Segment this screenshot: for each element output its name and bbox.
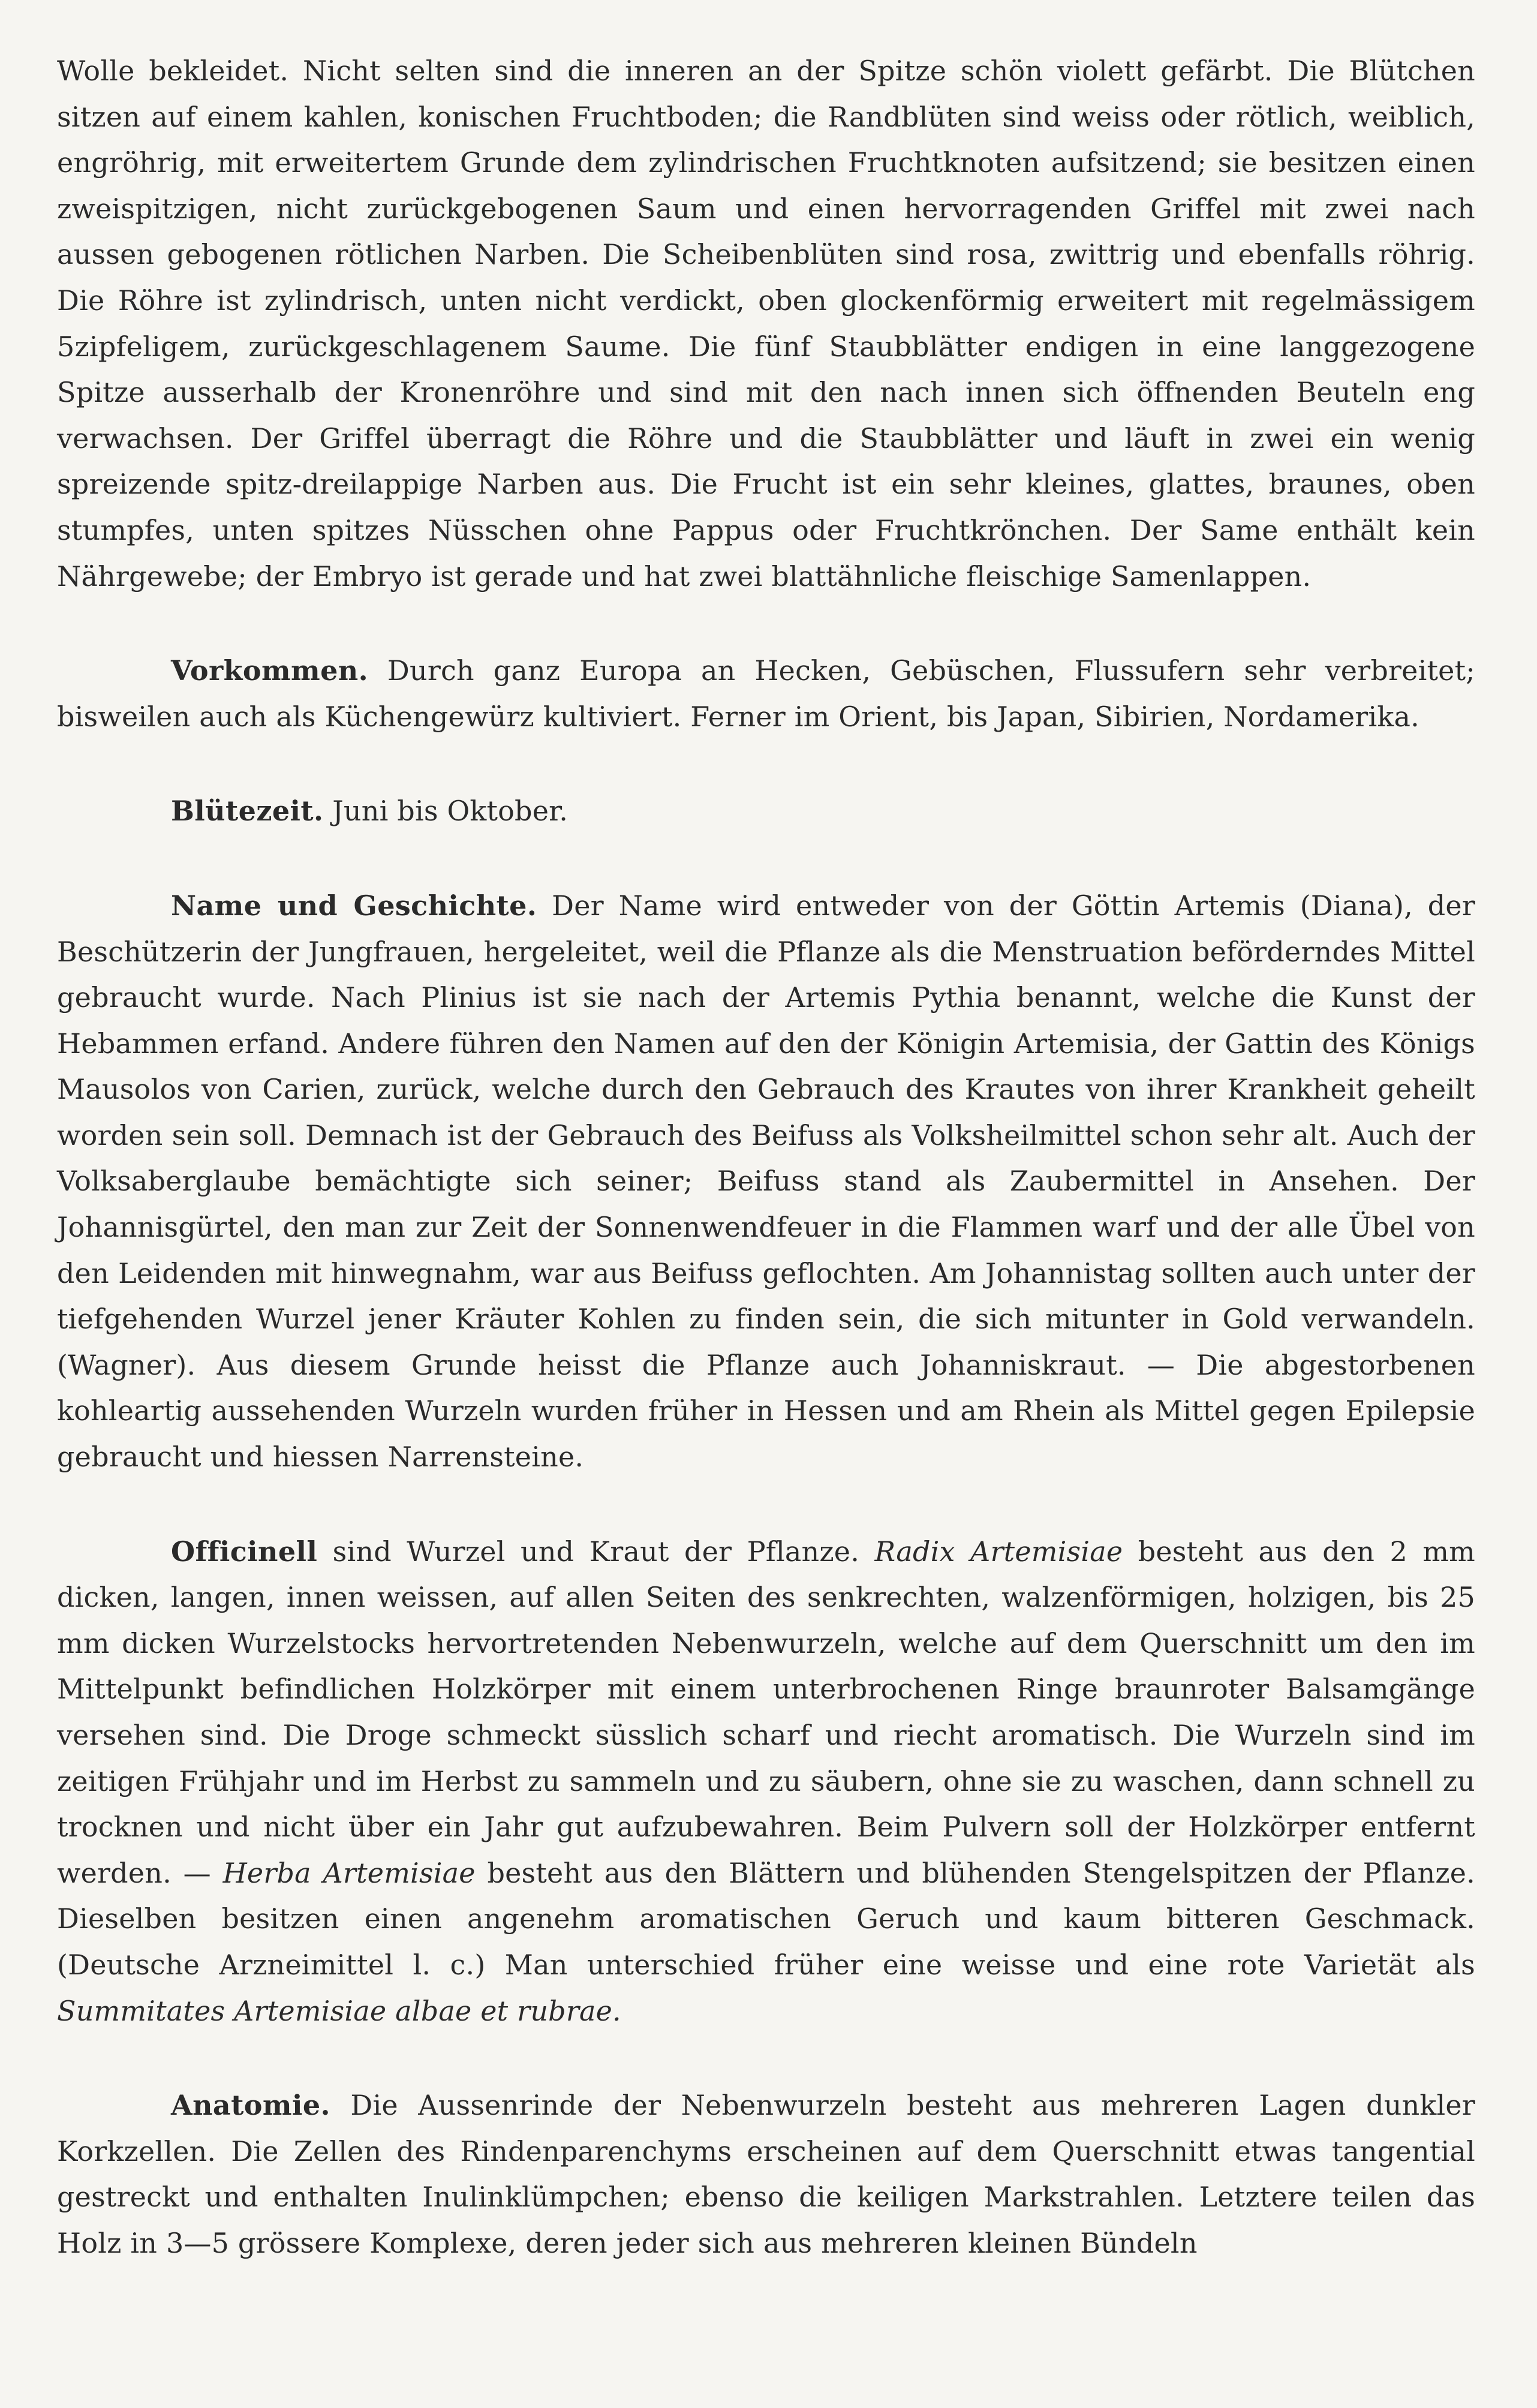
section-text-officinell-3: besteht aus den Blättern und blühenden Stengelspitzen der Pflanze. Dieselben besitzen einen angenehm aromatischen Geruch und kaum bitteren Geschmack. (Deutsche Arzneimittel l. c.) Man unterschied früher eine weisse und eine rote Varietät als [57, 1856, 1476, 1981]
section-heading-officinell: Officinell [171, 1535, 318, 1568]
section-text-anatomie: Die Aussenrinde der Nebenwurzeln besteht aus mehreren Lagen dunkler Korkzellen. Die Zellen des Rindenparenchyms erscheinen auf dem Querschnitt etwas tangential gestreckt und enthalten Inulinklümpchen; ebenso die keiligen Markstrahlen. Letztere teilen das Holz in 3—5 grössere Komplexe, deren jeder sich aus mehreren kleinen Bündeln [57, 2089, 1475, 2259]
section-text-officinell-2: besteht aus den 2 mm dicken, langen, innen weissen, auf allen Seiten des senkrechten, walzenförmigen, holzigen, bis 25 mm dicken Wurzelstocks hervortretenden Nebenwurzeln, welche auf dem Querschnitt um den im Mittelpunkt befindlichen Holzkörper mit einem unterbrochenen Ringe braunroter Balsamgänge versehen sind. Die Droge schmeckt süsslich scharf und riecht aromatisch. Die Wurzeln sind im zeitigen Frühjahr und im Herbst zu sammeln und zu säubern, ohne sie zu waschen, dann schnell zu trocknen und nicht über ein Jahr gut aufzubewahren. Beim Pulvern soll der Holzkörper entfernt werden. — [57, 1535, 1475, 1889]
section-anatomie [57, 2082, 1475, 2266]
paragraph-description [57, 48, 1475, 599]
section-text-name-geschichte: Der Name wird entweder von der Göttin Artemis (Diana), der Beschützerin der Jungfrauen, hergeleitet, weil die Pflanze als die Menstruation beförderndes Mittel gebraucht wurde. Nach Plinius ist sie nach der Artemis Pythia benannt, welche die Kunst der Hebammen erfand. Andere führen den Namen auf den der Königin Artemisia, der Gattin des Königs Mausolos von Carien, zurück, welche durch den Gebrauch des Krautes von ihrer Krankheit geheilt worden sein soll. Demnach ist der Gebrauch des Beifuss als Volksheilmittel schon sehr alt. Auch der Volksaberglaube bemächtigte sich seiner; Beifuss stand als Zaubermittel in Ansehen. Der Johannisgürtel, den man zur Zeit der Sonnenwendfeuer in die Flammen warf und der alle Übel von den Leidenden mit hinwegnahm, war aus Beifuss geflochten. Am Johannistag sollten auch unter der tiefgehenden Wurzel jener Kräuter Kohlen zu finden sein, die sich mitunter in Gold verwandeln. (Wagner). Aus diesem Grunde heisst die Pflanze auch Johanniskraut. — Die abgestorbenen kohleartig aussehenden Wurzeln wurden früher in Hessen und am Rhein als Mittel gegen Epilepsie gebraucht und hiessen Narrensteine. [57, 889, 1476, 1474]
document-page [57, 48, 1475, 2266]
section-name-geschichte [57, 883, 1475, 1480]
latin-term-herba: Herba Artemisiae [222, 1856, 476, 1889]
section-officinell [57, 1529, 1475, 2034]
section-vorkommen [57, 648, 1475, 739]
section-heading-bluetezeit: Blütezeit. [171, 795, 324, 828]
latin-term-radix: Radix Artemisiae [874, 1535, 1123, 1568]
section-bluetezeit [57, 788, 1475, 834]
section-text-officinell-1: sind Wurzel und Kraut der Pflanze. [332, 1535, 860, 1568]
paragraph-description-text: Wolle bekleidet. Nicht selten sind die inneren an der Spitze schön violett gefärbt. Die Blütchen sitzen auf einem kahlen, konischen Fruchtboden; die Randblüten sind weiss oder rötlich, weiblich, engröhrig, mit erweitertem Grunde dem zylindrischen Fruchtknoten aufsitzend; sie besitzen einen zweispitzigen, nicht zurückgebogenen Saum und einen hervorragenden Griffel mit zwei nach aussen gebogenen rötlichen Narben. Die Scheibenblüten sind rosa, zwittrig und ebenfalls röhrig. Die Röhre ist zylindrisch, unten nicht verdickt, oben glockenförmig erweitert mit regelmässigem 5zipfeligem, zurückgeschlagenem Saume. Die fünf Staubblätter endigen in eine langgezogene Spitze ausserhalb der Kronenröhre und sind mit den nach innen sich öffnenden Beuteln eng verwachsen. Der Griffel überragt die Röhre und die Staubblätter und läuft in zwei ein wenig spreizende spitz-dreilappige Narben aus. Die Frucht ist ein sehr kleines, glattes, braunes, oben stumpfes, unten spitzes Nüsschen ohne Pappus oder Fruchtkrönchen. Der Same enthält kein Nährgewebe; der Embryo ist gerade und hat zwei blattähnliche fleischige Samenlappen. [57, 55, 1475, 593]
latin-term-summitates: Summitates Artemisiae albae et rubrae. [57, 1994, 621, 2027]
section-text-bluetezeit: Juni bis Oktober. [332, 795, 569, 828]
section-heading-anatomie: Anatomie. [171, 2089, 330, 2122]
section-heading-vorkommen: Vorkommen. [171, 654, 369, 687]
section-heading-name-geschichte: Name und Geschichte. [171, 889, 537, 922]
section-text-vorkommen: Durch ganz Europa an Hecken, Gebüschen, Flussufern sehr verbreitet; bisweilen auch als Küchengewürz kultiviert. Ferner im Orient, bis Japan, Sibirien, Nordamerika. [57, 654, 1475, 733]
